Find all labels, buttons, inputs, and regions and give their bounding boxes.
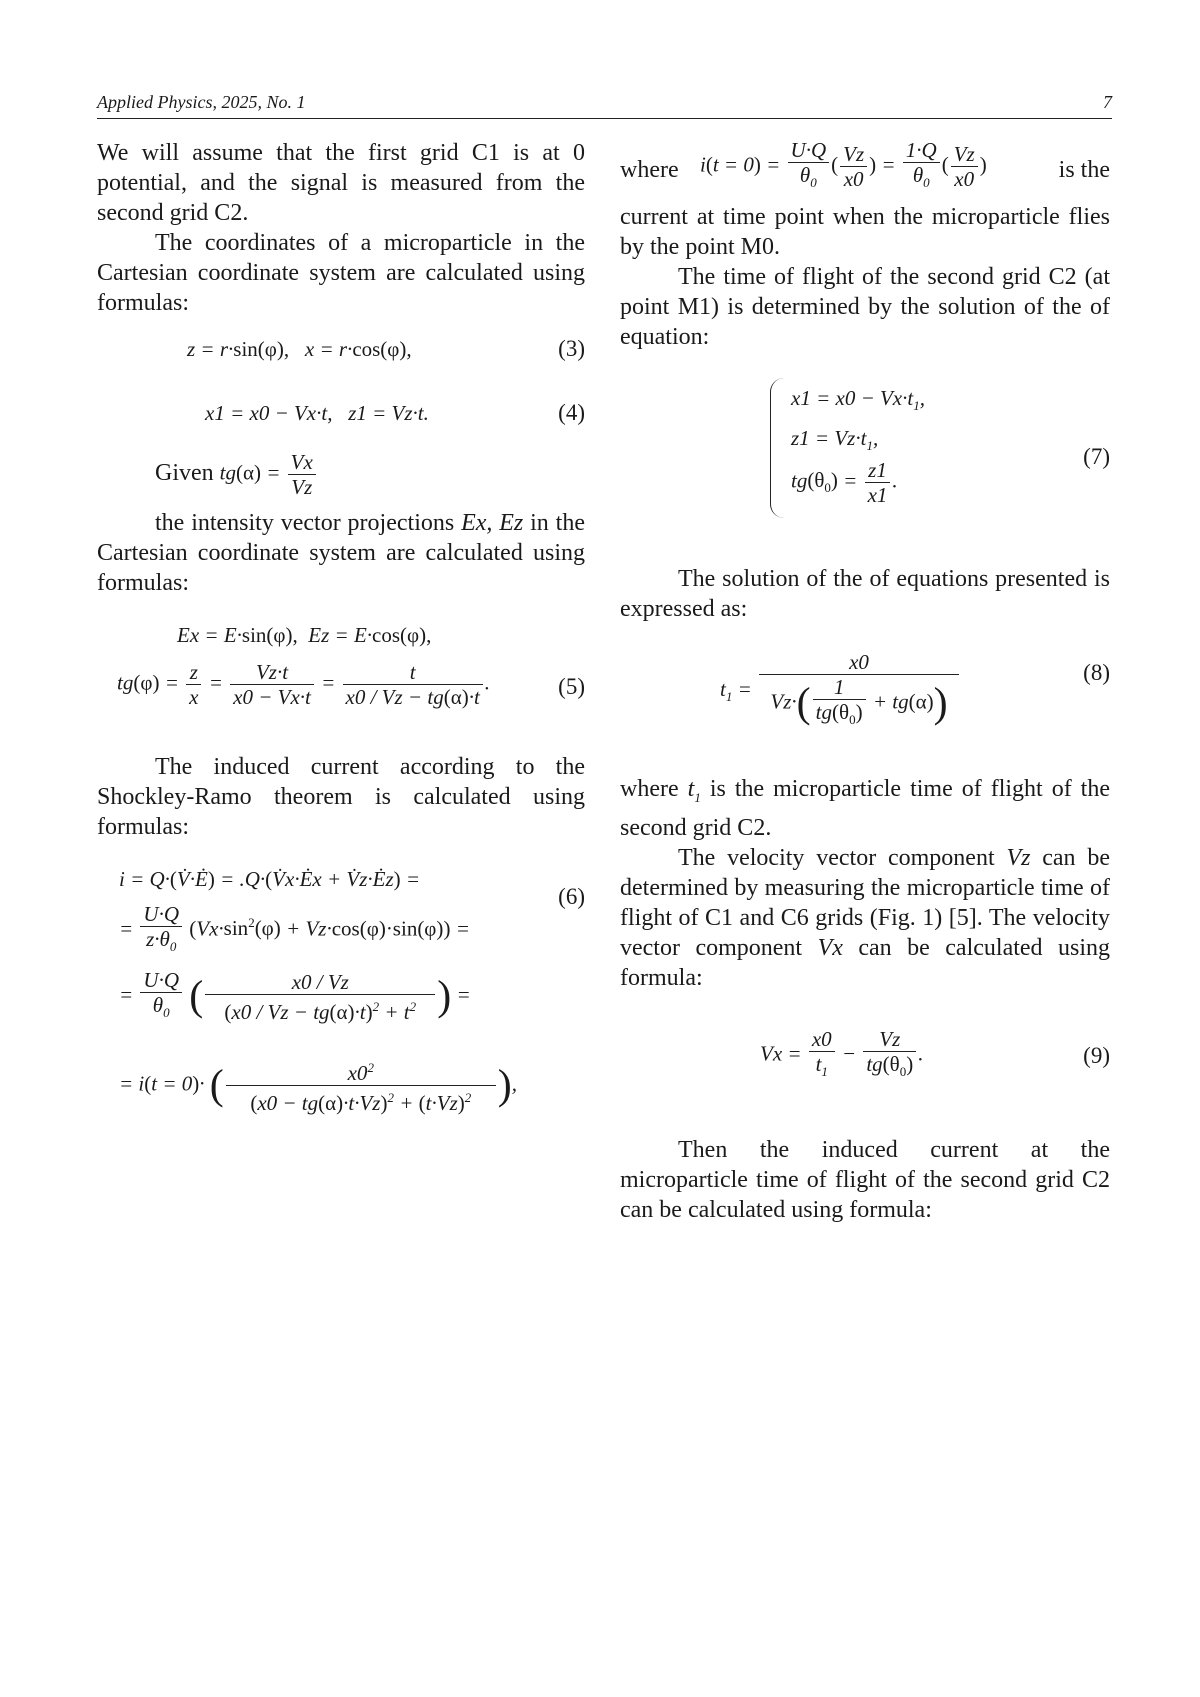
equation-number-9: (9) xyxy=(1083,1042,1110,1068)
equation-6 xyxy=(97,866,585,1140)
journal-title: Applied Physics, 2025, No. 1 xyxy=(97,92,306,112)
equation-number-7: (7) xyxy=(1083,444,1110,469)
paragraph-solution: The solution of the of equations presented is expressed as: xyxy=(620,566,1110,622)
tangent-alpha-formula: tg(α) = $\frac{Vx}{Vz}$ xyxy=(220,450,318,499)
where-word-1: where xyxy=(620,157,679,183)
paragraph-time-of-flight: The time of flight of the second grid C2 (at point M1) is determined by the solution of the of equation: xyxy=(620,264,1110,350)
where-word-2: where xyxy=(620,776,679,802)
vz-symbol: Vz xyxy=(1006,844,1031,871)
equation-4: x1 = x0 − Vx·t, z1 = Vz·t. (4) xyxy=(205,400,585,425)
equation-6-line-1: i = Q·(V̇·Ė) = .Q·(V̇x·Ėx + V̇z·Ėz) = xyxy=(119,867,421,891)
t1-symbol: $t_1$ xyxy=(687,776,701,805)
given-word: Given xyxy=(155,460,214,487)
equation-9: Vx = $\frac{x0}{t_1}$ − $\frac{Vz}{tg(\theta_0)}$ . (9) xyxy=(760,1026,1110,1079)
equation-6-line-2: = $\frac{U\cdot Q}{z\cdot\theta_0}$ $(Vx\cdot\sin^2(\varphi) + Vz\cdot\cos(\varphi)\cdot\sin(\varphi))$ = xyxy=(119,902,470,955)
equation-number-8: (8) xyxy=(1083,660,1110,685)
velocity-text-b: can be determined by measuring the microparticle time of flight of C1 and C6 grids (Fig. 1) [5]. The velocity vector component xyxy=(620,844,1111,961)
intensity-text-b: in the Cartesian coordinate system are calculated using formulas: xyxy=(97,510,585,596)
paragraph-grid-potential: We will assume that the first grid C1 is at 0 potential, and the signal is measured from the second grid C2. xyxy=(97,140,585,226)
equation-6-line-4: = i(t = 0)· ( $\frac{x0^2}{(x0 - tg(\alpha)\cdot t\cdot Vz)^2 + (t\cdot Vz)^2}$ ), xyxy=(97,1056,585,1140)
running-header xyxy=(97,92,1112,119)
equation-number-4: (4) xyxy=(558,400,585,425)
equation-number-3: (3) xyxy=(558,336,585,361)
page-number: 7 xyxy=(1103,92,1112,112)
given-line xyxy=(97,450,585,508)
intensity-text-a: the intensity vector projections xyxy=(155,510,455,536)
is-the-text: is the xyxy=(1058,157,1110,183)
paragraph-current-m0: current at time point when the microparticle flies by the point M0. xyxy=(620,204,1110,260)
equation-5a: Ex = E·sin(φ), Ez = E·cos(φ), xyxy=(177,623,432,647)
velocity-text-c: can be calculated using formula: xyxy=(620,934,1111,991)
current-initial-formula: i(t = 0) = $\frac{U\cdot Q}{\theta_0}$ ( $\frac{Vz}{x0}$ ) = $\frac{1\cdot Q}{\theta_0}$ ( $\frac{Vz}{x0}$ ) xyxy=(700,138,987,192)
left-column xyxy=(97,138,585,1140)
paragraph-t1-definition xyxy=(620,774,1110,843)
paragraph-velocity xyxy=(620,843,1110,993)
paragraph-induced-current: Then the induced current at the microparticle time of flight of the second grid C2 can be calculated using formula: xyxy=(620,1136,1110,1223)
equation-5b: tg(φ) = $\frac{z}{x}$ = $\frac{Vz\cdot t}{x0 - Vx\cdot t}$ = $\frac{t}{x0 / Vz - tg(\alpha)\cdot t}$ . (5) xyxy=(117,660,585,709)
equation-3: z = r·sin(φ), x = r·cos(φ), (3) xyxy=(187,336,585,361)
vx-symbol: Vx xyxy=(817,934,843,961)
equation-number-5: (5) xyxy=(558,674,585,699)
equation-7-system: $x1 = x0 - Vx\cdot t_1$, $z1 = Vz\cdot t_1$, $tg(\theta_0)$ = $\frac{z1}{x1}$ . xyxy=(770,378,925,518)
paragraph-shockley-ramo: The induced current according to the Shockley-Ramo theorem is calculated using formulas: xyxy=(97,754,585,840)
current-definition-line xyxy=(620,138,1110,202)
t1-definition-text: is the microparticle time of flight of the second grid C2. xyxy=(620,776,1111,841)
right-column xyxy=(620,138,1110,1225)
equation-number-6: (6) xyxy=(558,884,585,909)
ex-ez-symbols: Ex, Ez xyxy=(461,510,524,536)
equation-6-line-3: = $\frac{U\cdot Q}{\theta_0}$ ( $\frac{x0 / Vz}{(x0 / Vz - tg(\alpha)\cdot t)^2 + t^2}$ ) = (6) xyxy=(119,884,585,1024)
paragraph-coordinates: The coordinates of a microparticle in the Cartesian coordinate system are calculated using formulas: xyxy=(97,230,585,316)
paragraph-intensity xyxy=(97,508,585,598)
equation-8: $t_1$ = x0 Vz·( $\frac{1}{tg(\theta_0)}$ + tg(α)) (8) xyxy=(720,650,1110,728)
velocity-text-a: The velocity vector component xyxy=(678,844,995,871)
equation-7 xyxy=(620,378,1110,548)
